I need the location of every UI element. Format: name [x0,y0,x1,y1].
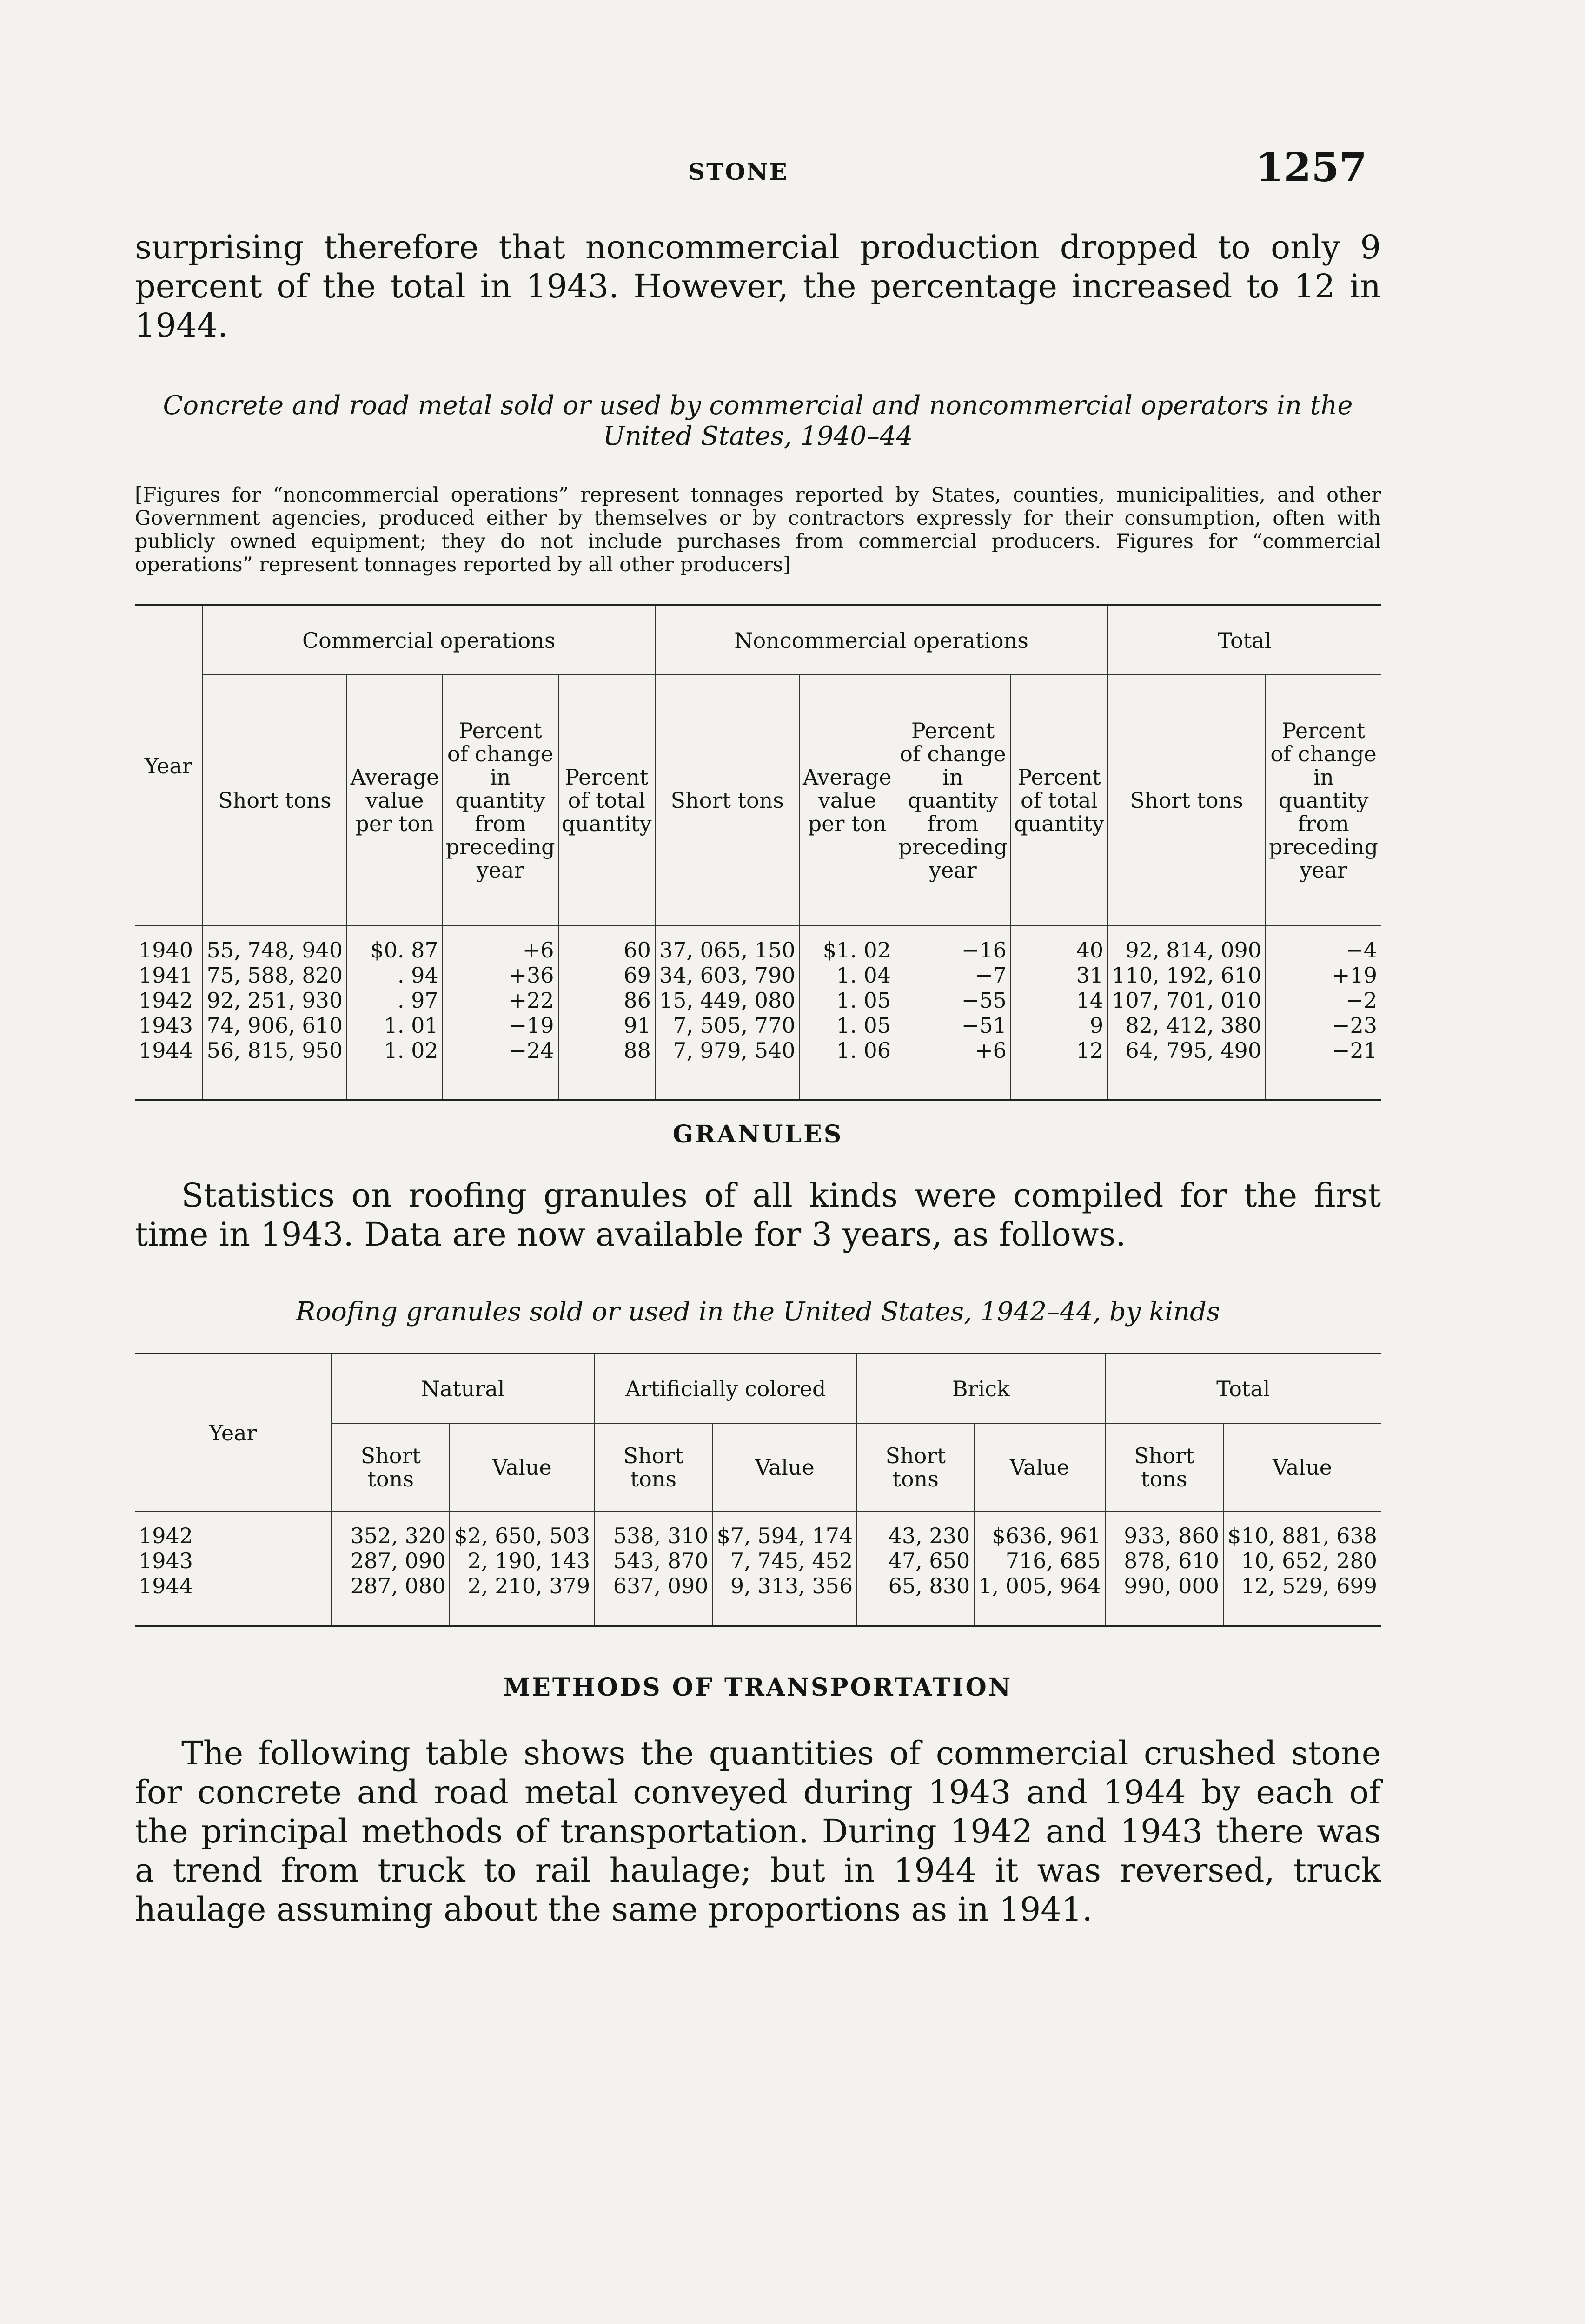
cell: 15, 449, 080 [655,988,800,1013]
col-t-pct-change: Percent of change in quantity from preceding year [1266,675,1381,926]
group-commercial: Commercial operations [203,605,655,675]
col-year: Year [135,605,203,926]
cell: 69 [558,963,655,988]
group-total: Total [1105,1353,1381,1423]
table-row [135,1548,1381,1573]
group-noncommercial: Noncommercial operations [655,605,1108,675]
cell: 7, 979, 540 [655,1038,800,1063]
page-number: 1257 [1255,144,1367,191]
col-artificial-value: Value [713,1423,857,1512]
col-t-short-tons: Short tons [1108,675,1266,926]
cell: 933, 860 [1105,1523,1223,1548]
row-year: 1944 [139,1038,193,1063]
table-row [135,1573,1381,1598]
cell: $0. 87 [347,938,442,963]
col-n-short-tons: Short tons [655,675,800,926]
col-c-avg-value: Average value per ton [347,675,442,926]
cell: 92, 814, 090 [1108,938,1266,963]
cell: 10, 652, 280 [1223,1548,1381,1573]
row-year: 1942 [139,1523,193,1548]
cell: 110, 192, 610 [1108,963,1266,988]
cell: +19 [1266,963,1381,988]
cell: 86 [558,988,655,1013]
row-year: 1940 [139,938,193,963]
col-c-short-tons: Short tons [203,675,347,926]
table-row [135,1038,1381,1063]
transport-paragraph: The following table shows the quantities of commercial crushed stone for concrete and road metal conveyed during 1943 and 1944 by each of the principal methods of transportation. During 1942 and 1943 there was a trend from truck to rail haulage; but in 1944 it was reversed, truck haulage assuming about the same proportions as in 1941. [135,1734,1381,1928]
group-natural: Natural [332,1353,594,1423]
cell: 1. 02 [347,1038,442,1063]
col-natural-tons: Short tons [332,1423,450,1512]
cell: −2 [1266,988,1381,1013]
cell: $636, 961 [974,1523,1105,1548]
table-row [135,938,1381,963]
granules-title: GRANULES [672,1120,843,1149]
cell: $1. 02 [800,938,895,963]
col-year: Year [135,1353,332,1512]
cell: 88 [558,1038,655,1063]
cell: 60 [558,938,655,963]
cell: −51 [895,1013,1011,1038]
cell: 75, 588, 820 [203,963,347,988]
cell: 37, 065, 150 [655,938,800,963]
cell: 40 [1011,938,1108,963]
col-brick-tons: Short tons [857,1423,974,1512]
cell: 1. 06 [800,1038,895,1063]
group-brick: Brick [857,1353,1105,1423]
cell: 64, 795, 490 [1108,1038,1266,1063]
cell: −7 [895,963,1011,988]
group-total: Total [1108,605,1381,675]
cell: 543, 870 [594,1548,712,1573]
cell: −16 [895,938,1011,963]
col-natural-value: Value [450,1423,594,1512]
cell: 91 [558,1013,655,1038]
row-year: 1944 [139,1573,193,1598]
transport-title: METHODS OF TRANSPORTATION [503,1673,1013,1702]
cell: 1. 05 [800,988,895,1013]
cell: 1. 05 [800,1013,895,1038]
table-row [135,988,1381,1013]
cell: 34, 603, 790 [655,963,800,988]
cell: $10, 881, 638 [1223,1523,1381,1548]
cell: 43, 230 [857,1523,974,1548]
col-n-avg-value: Average value per ton [800,675,895,926]
col-brick-value: Value [974,1423,1105,1512]
cell: 31 [1011,963,1108,988]
cell: 82, 412, 380 [1108,1013,1266,1038]
col-c-pct-total: Percent of total quantity [558,675,655,926]
cell: 14 [1011,988,1108,1013]
cell: 878, 610 [1105,1548,1223,1573]
cell: −23 [1266,1013,1381,1038]
cell: −4 [1266,938,1381,963]
granules-paragraph: Statistics on roofing granules of all kinds were compiled for the first time in 1943. Data are now available for 3 years, as follows. [135,1176,1381,1254]
cell: 287, 080 [332,1573,450,1598]
col-artificial-tons: Short tons [594,1423,712,1512]
cell: 12 [1011,1038,1108,1063]
running-header [135,144,1381,200]
cell: 637, 090 [594,1573,712,1598]
table-row [135,963,1381,988]
cell: $7, 594, 174 [713,1523,857,1548]
col-n-pct-change: Percent of change in quantity from preceding year [895,675,1011,926]
col-total-tons: Short tons [1105,1423,1223,1512]
cell: 12, 529, 699 [1223,1573,1381,1598]
cell: . 94 [347,963,442,988]
cell: 9, 313, 356 [713,1573,857,1598]
cell: +6 [895,1038,1011,1063]
cell: +22 [443,988,558,1013]
roofing-granules-table [135,1353,1381,1627]
cell: +36 [443,963,558,988]
cell: +6 [443,938,558,963]
cell: 9 [1011,1013,1108,1038]
cell: 716, 685 [974,1548,1105,1573]
table-row [135,1013,1381,1038]
cell: 55, 748, 940 [203,938,347,963]
cell: −55 [895,988,1011,1013]
cell: 1. 01 [347,1013,442,1038]
cell: −19 [443,1013,558,1038]
intro-paragraph: surprising therefore that noncommercial production dropped to only 9 percent of the total in 1943. However, the percentage increased to 12 in 1944. [135,228,1381,344]
table-row [135,1523,1381,1548]
cell: 92, 251, 930 [203,988,347,1013]
row-year: 1942 [139,988,193,1013]
col-n-pct-total: Percent of total quantity [1011,675,1108,926]
row-year: 1943 [139,1548,193,1573]
row-year: 1941 [139,963,193,988]
cell: 1, 005, 964 [974,1573,1105,1598]
cell: 7, 745, 452 [713,1548,857,1573]
cell: −24 [443,1038,558,1063]
cell: 107, 701, 010 [1108,988,1266,1013]
cell: 2, 210, 379 [450,1573,594,1598]
col-c-pct-change: Percent of change in quantity from preceding year [443,675,558,926]
cell: 2, 190, 143 [450,1548,594,1573]
group-artificially-colored: Artificially colored [594,1353,857,1423]
cell: 990, 000 [1105,1573,1223,1598]
row-year: 1943 [139,1013,193,1038]
cell: 1. 04 [800,963,895,988]
cell: 47, 650 [857,1548,974,1573]
cell: 74, 906, 610 [203,1013,347,1038]
cell: −21 [1266,1038,1381,1063]
cell: 352, 320 [332,1523,450,1548]
cell: . 97 [347,988,442,1013]
cell: 287, 090 [332,1548,450,1573]
cell: 56, 815, 950 [203,1038,347,1063]
header-title: STONE [688,158,789,185]
col-total-value: Value [1223,1423,1381,1512]
table2-caption: Roofing granules sold or used in the United States, 1942–44, by kinds [296,1297,1220,1327]
table1-note: [Figures for “noncommercial operations” represent tonnages reported by States, counties, municipalities, and other Government agencies, produced either by themselves or by contractors expressly for their consumption, often with publicly owned equipment; they do not include purchases from commercial producers. Figures for “commercial operations” represent tonnages reported by all other producers] [135,483,1381,576]
table1-caption: Concrete and road metal sold or used by commercial and noncommercial operators in the United States, 1940–44 [163,390,1353,451]
cell: $2, 650, 503 [450,1523,594,1548]
cell: 7, 505, 770 [655,1013,800,1038]
concrete-road-metal-table [135,604,1381,1101]
cell: 538, 310 [594,1523,712,1548]
cell: 65, 830 [857,1573,974,1598]
